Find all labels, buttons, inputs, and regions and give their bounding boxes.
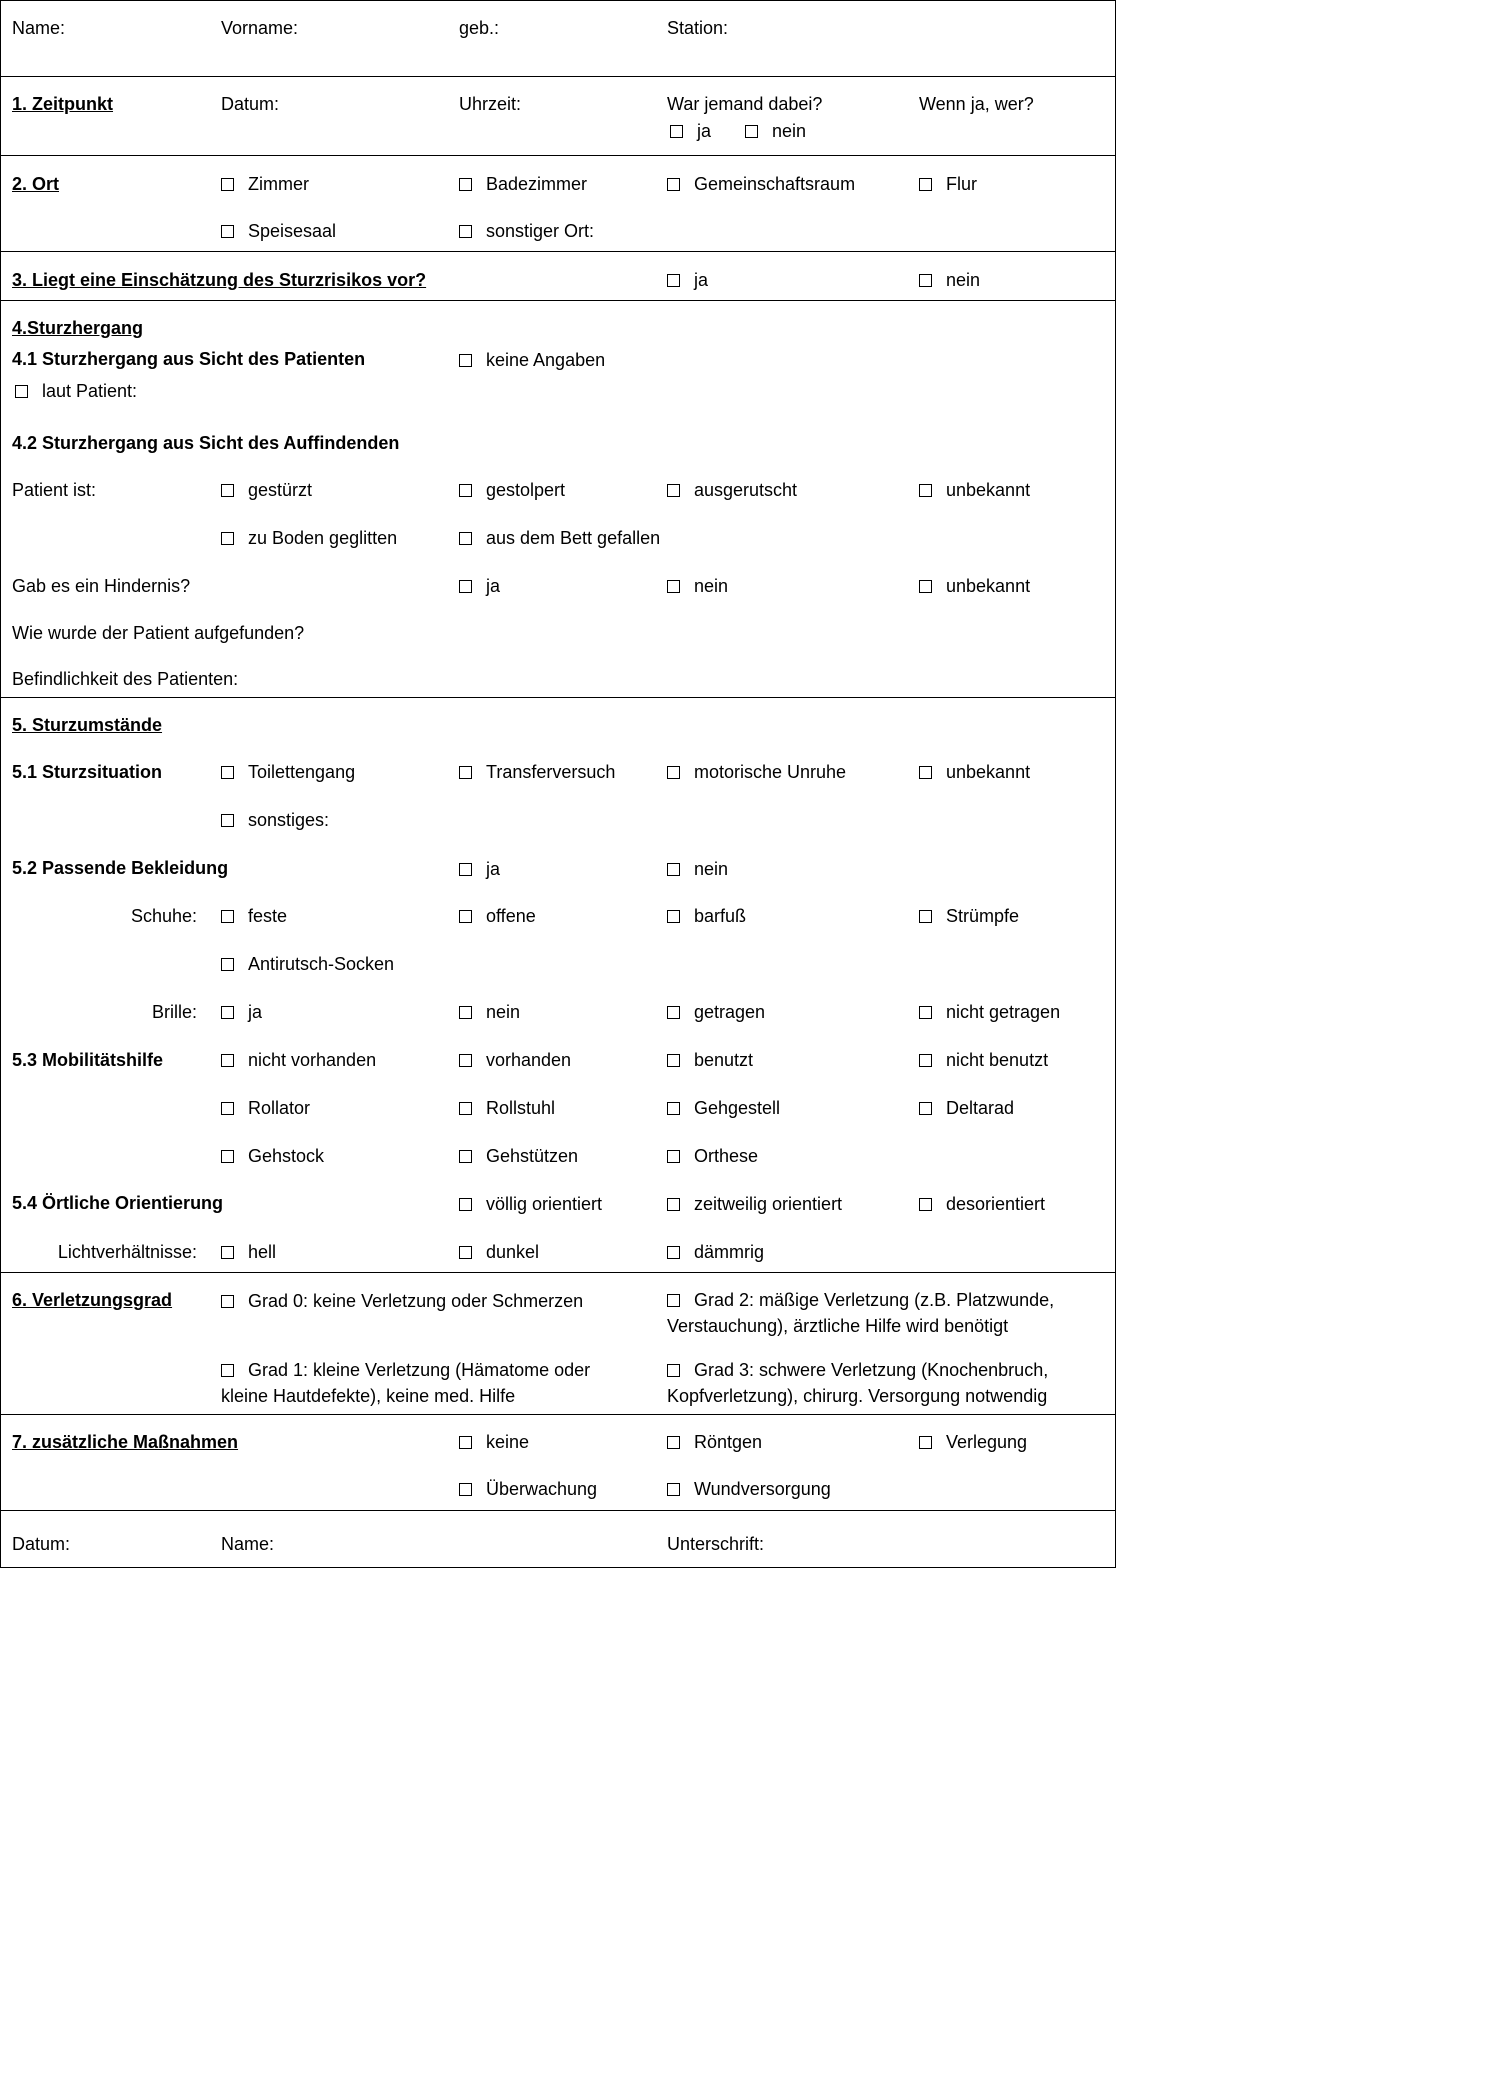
- patient-ist-option[interactable]: ausgerutscht: [667, 479, 797, 501]
- checkbox-icon[interactable]: [667, 1006, 680, 1019]
- hindernis-option[interactable]: ja: [459, 575, 500, 597]
- checkbox-icon[interactable]: [459, 225, 472, 238]
- section-1-title: 1. Zeitpunkt: [12, 94, 114, 114]
- checkbox-icon[interactable]: [221, 1102, 234, 1115]
- risiko-nein-option[interactable]: nein: [919, 269, 980, 291]
- mobil-option[interactable]: Deltarad: [919, 1097, 1014, 1119]
- situation-option[interactable]: sonstiges:: [221, 809, 329, 831]
- orient-option[interactable]: desorientiert: [919, 1193, 1045, 1215]
- checkbox-icon[interactable]: [919, 484, 932, 497]
- checkbox-icon[interactable]: [221, 532, 234, 545]
- patient-ist-option[interactable]: gestürzt: [221, 479, 312, 501]
- grad-3-option[interactable]: Grad 3: schwere Verletzung (Knochenbruch, Kopfverletzung), chirurg. Versorgung notwendig: [667, 1360, 1049, 1406]
- mobil-option[interactable]: Gehstützen: [459, 1145, 578, 1167]
- situation-option[interactable]: motorische Unruhe: [667, 761, 846, 783]
- divider: [1, 1272, 1115, 1273]
- divider: [1, 1510, 1115, 1511]
- section-5-4-title: 5.4 Örtliche Orientierung: [12, 1193, 224, 1213]
- divider: [1, 155, 1115, 156]
- mobil-option[interactable]: nicht benutzt: [919, 1049, 1048, 1071]
- situation-option[interactable]: unbekannt: [919, 761, 1030, 783]
- dabei-label: War jemand dabei?: [667, 94, 823, 114]
- mobil-option[interactable]: Rollstuhl: [459, 1097, 555, 1119]
- checkbox-icon[interactable]: [745, 125, 758, 138]
- checkbox-icon[interactable]: [459, 484, 472, 497]
- licht-option[interactable]: dunkel: [459, 1241, 539, 1263]
- unterschrift-label: Unterschrift:: [667, 1534, 765, 1554]
- massnahme-option[interactable]: Überwachung: [459, 1478, 597, 1500]
- checkbox-icon[interactable]: [459, 1102, 472, 1115]
- uhrzeit-label: Uhrzeit:: [459, 94, 522, 114]
- schuhe-option[interactable]: barfuß: [667, 905, 746, 927]
- mobil-option[interactable]: benutzt: [667, 1049, 753, 1071]
- section-5-2-title: 5.2 Passende Bekleidung: [12, 858, 229, 878]
- massnahme-option[interactable]: Wundversorgung: [667, 1478, 831, 1500]
- checkbox-icon[interactable]: [459, 580, 472, 593]
- brille-option[interactable]: getragen: [667, 1001, 765, 1023]
- section-5-title: 5. Sturzumstände: [12, 715, 163, 735]
- checkbox-icon[interactable]: [667, 766, 680, 779]
- mobil-option[interactable]: vorhanden: [459, 1049, 571, 1071]
- ort-option[interactable]: Zimmer: [221, 173, 309, 195]
- checkbox-icon[interactable]: [919, 580, 932, 593]
- situation-option[interactable]: Transferversuch: [459, 761, 615, 783]
- schuhe-option[interactable]: Antirutsch-Socken: [221, 953, 394, 975]
- massnahme-option[interactable]: keine: [459, 1431, 529, 1453]
- massnahme-option[interactable]: Verlegung: [919, 1431, 1027, 1453]
- divider: [1, 300, 1115, 301]
- keine-angaben-option[interactable]: keine Angaben: [459, 349, 605, 371]
- checkbox-icon[interactable]: [459, 532, 472, 545]
- hindernis-label: Gab es ein Hindernis?: [12, 576, 191, 596]
- schuhe-option[interactable]: offene: [459, 905, 536, 927]
- checkbox-icon[interactable]: [667, 1102, 680, 1115]
- grad-0-option[interactable]: Grad 0: keine Verletzung oder Schmerzen: [221, 1290, 583, 1312]
- station-label: Station:: [667, 18, 729, 38]
- hindernis-option[interactable]: unbekannt: [919, 575, 1030, 597]
- checkbox-icon[interactable]: [459, 1150, 472, 1163]
- checkbox-icon[interactable]: [221, 225, 234, 238]
- checkbox-icon[interactable]: [459, 1436, 472, 1449]
- divider: [1, 1414, 1115, 1415]
- checkbox-icon[interactable]: [919, 1198, 932, 1211]
- risiko-ja-option[interactable]: ja: [667, 269, 708, 291]
- grad-1-option[interactable]: Grad 1: kleine Verletzung (Hämatome oder kleine Hautdefekte), keine med. Hilfe: [221, 1360, 591, 1406]
- divider: [1, 697, 1115, 698]
- section-7-title: 7. zusätzliche Maßnahmen: [12, 1432, 239, 1452]
- section-2-title: 2. Ort: [12, 174, 60, 194]
- massnahme-option[interactable]: Röntgen: [667, 1431, 762, 1453]
- checkbox-icon[interactable]: [221, 1295, 234, 1308]
- checkbox-icon[interactable]: [459, 1198, 472, 1211]
- hindernis-option[interactable]: nein: [667, 575, 728, 597]
- mobil-option[interactable]: nicht vorhanden: [221, 1049, 376, 1071]
- licht-option[interactable]: dämmrig: [667, 1241, 764, 1263]
- footer-datum-label: Datum:: [12, 1534, 71, 1554]
- checkbox-icon[interactable]: [667, 178, 680, 191]
- geb-label: geb.:: [459, 18, 500, 38]
- checkbox-icon[interactable]: [919, 766, 932, 779]
- checkbox-icon[interactable]: [919, 1006, 932, 1019]
- brille-option[interactable]: nicht getragen: [919, 1001, 1060, 1023]
- schuhe-option[interactable]: feste: [221, 905, 287, 927]
- checkbox-icon[interactable]: [667, 580, 680, 593]
- checkbox-icon[interactable]: [459, 910, 472, 923]
- section-5-1-title: 5.1 Sturzsituation: [12, 762, 163, 782]
- checkbox-icon[interactable]: [667, 1364, 680, 1377]
- checkbox-icon[interactable]: [459, 863, 472, 876]
- orient-option[interactable]: völlig orientiert: [459, 1193, 602, 1215]
- mobil-option[interactable]: Rollator: [221, 1097, 310, 1119]
- ort-option[interactable]: Flur: [919, 173, 977, 195]
- checkbox-icon[interactable]: [667, 1436, 680, 1449]
- checkbox-icon[interactable]: [667, 1054, 680, 1067]
- checkbox-icon[interactable]: [221, 1150, 234, 1163]
- checkbox-icon[interactable]: [459, 1246, 472, 1259]
- checkbox-icon[interactable]: [667, 1294, 680, 1307]
- checkbox-icon[interactable]: [459, 1006, 472, 1019]
- licht-option[interactable]: hell: [221, 1241, 276, 1263]
- vorname-label: Vorname:: [221, 18, 299, 38]
- checkbox-icon[interactable]: [459, 1483, 472, 1496]
- wer-label: Wenn ja, wer?: [919, 94, 1034, 114]
- dabei-ja-option[interactable]: ja: [670, 120, 711, 142]
- schuhe-option[interactable]: Strümpfe: [919, 905, 1019, 927]
- patient-ist-option[interactable]: unbekannt: [919, 479, 1030, 501]
- checkbox-icon[interactable]: [221, 1246, 234, 1259]
- checkbox-icon[interactable]: [667, 484, 680, 497]
- divider: [1, 251, 1115, 252]
- patient-ist-label: Patient ist:: [12, 480, 97, 500]
- brille-label: Brille:: [151, 1002, 197, 1022]
- ort-option[interactable]: Badezimmer: [459, 173, 587, 195]
- section-3-title: 3. Liegt eine Einschätzung des Sturzrisikos vor?: [12, 270, 427, 290]
- patient-ist-option[interactable]: zu Boden geglitten: [221, 527, 397, 549]
- checkbox-icon[interactable]: [221, 766, 234, 779]
- checkbox-icon[interactable]: [459, 766, 472, 779]
- checkbox-icon[interactable]: [919, 910, 932, 923]
- name-label: Name:: [12, 18, 66, 38]
- schuhe-label: Schuhe:: [130, 906, 197, 926]
- checkbox-icon[interactable]: [919, 1054, 932, 1067]
- datum-label: Datum:: [221, 94, 280, 114]
- bekleidung-option[interactable]: ja: [459, 858, 500, 880]
- checkbox-icon[interactable]: [919, 178, 932, 191]
- checkbox-icon[interactable]: [667, 274, 680, 287]
- checkbox-icon[interactable]: [221, 910, 234, 923]
- checkbox-icon[interactable]: [221, 1364, 234, 1377]
- checkbox-icon[interactable]: [667, 910, 680, 923]
- laut-patient-option[interactable]: laut Patient:: [15, 380, 137, 402]
- licht-label: Lichtverhältnisse:: [57, 1242, 197, 1262]
- checkbox-icon[interactable]: [459, 178, 472, 191]
- ort-option[interactable]: sonstiger Ort:: [459, 220, 594, 242]
- section-4-2-title: 4.2 Sturzhergang aus Sicht des Auffindenden: [12, 433, 400, 453]
- mobil-option[interactable]: Gehstock: [221, 1145, 324, 1167]
- situation-option[interactable]: Toilettengang: [221, 761, 355, 783]
- footer-name-label: Name:: [221, 1534, 275, 1554]
- checkbox-icon[interactable]: [667, 1483, 680, 1496]
- grad-2-option[interactable]: Grad 2: mäßige Verletzung (z.B. Platzwunde, Verstauchung), ärztliche Hilfe wird benötigt: [667, 1290, 1055, 1336]
- mobil-option[interactable]: Gehgestell: [667, 1097, 780, 1119]
- checkbox-icon[interactable]: [667, 1198, 680, 1211]
- ort-option[interactable]: Gemeinschaftsraum: [667, 173, 855, 195]
- checkbox-icon[interactable]: [221, 484, 234, 497]
- orient-option[interactable]: zeitweilig orientiert: [667, 1193, 842, 1215]
- mobil-option[interactable]: Orthese: [667, 1145, 758, 1167]
- checkbox-icon[interactable]: [919, 1436, 932, 1449]
- section-4-title: 4.Sturzhergang: [12, 318, 144, 338]
- checkbox-icon[interactable]: [667, 1246, 680, 1259]
- checkbox-icon[interactable]: [670, 125, 683, 138]
- checkbox-icon[interactable]: [667, 863, 680, 876]
- brille-option[interactable]: ja: [221, 1001, 262, 1023]
- dabei-nein-option[interactable]: nein: [745, 120, 806, 142]
- section-4-1-title: 4.1 Sturzhergang aus Sicht des Patienten: [12, 349, 366, 369]
- checkbox-icon[interactable]: [459, 354, 472, 367]
- aufgefunden-label: Wie wurde der Patient aufgefunden?: [12, 623, 305, 643]
- bekleidung-option[interactable]: nein: [667, 858, 728, 880]
- checkbox-icon[interactable]: [221, 958, 234, 971]
- checkbox-icon[interactable]: [221, 1006, 234, 1019]
- checkbox-icon[interactable]: [919, 1102, 932, 1115]
- divider: [1, 76, 1115, 77]
- patient-ist-option[interactable]: gestolpert: [459, 479, 565, 501]
- brille-option[interactable]: nein: [459, 1001, 520, 1023]
- checkbox-icon[interactable]: [221, 178, 234, 191]
- checkbox-icon[interactable]: [15, 385, 28, 398]
- section-5-3-title: 5.3 Mobilitätshilfe: [12, 1050, 164, 1070]
- checkbox-icon[interactable]: [667, 1150, 680, 1163]
- checkbox-icon[interactable]: [919, 274, 932, 287]
- befindlichkeit-label: Befindlichkeit des Patienten:: [12, 669, 239, 689]
- checkbox-icon[interactable]: [221, 814, 234, 827]
- ort-option[interactable]: Speisesaal: [221, 220, 336, 242]
- checkbox-icon[interactable]: [459, 1054, 472, 1067]
- checkbox-icon[interactable]: [221, 1054, 234, 1067]
- patient-ist-option[interactable]: aus dem Bett gefallen: [459, 527, 660, 549]
- section-6-title: 6. Verletzungsgrad: [12, 1290, 173, 1310]
